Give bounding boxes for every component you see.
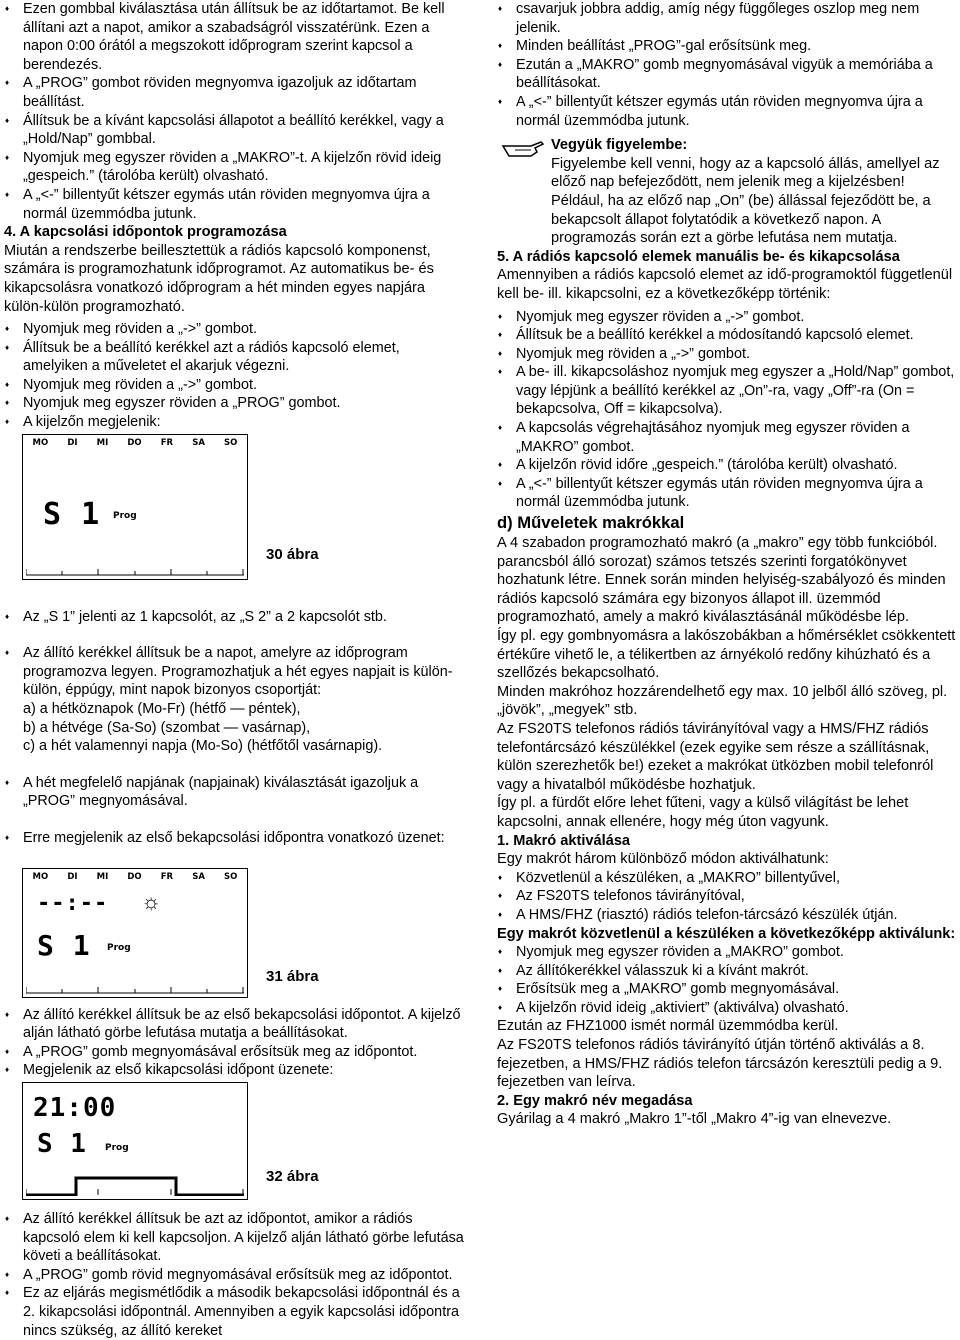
- intro-bullet-list: [4, 0, 466, 223]
- list-item: ♦ A „<-” billentyűt kétszer egymás után röviden megnyomva újra a normál üzemmódba jutunk.: [497, 475, 960, 512]
- list-item: ♦ Az állító kerékkel állítsuk be azt az időpontot, amikor a rádiós kapcsoló elem ki kell kapcsoljon. A kijelző alján látható görbe lefutása követi a beállításokat.: [4, 1210, 466, 1266]
- lcd-switch-readout: S 1: [43, 496, 101, 532]
- list-item: ♦ Állítsuk be a beállító kerékkel a módosítandó kapcsoló elemet.: [497, 326, 960, 345]
- bullet-list-c: [4, 1006, 466, 1080]
- lcd-time-readout: 21:00: [33, 1092, 117, 1123]
- list-item: ♦ Megjelenik az első kikapcsolási időpont üzenete:: [4, 1061, 466, 1080]
- list-item: ♦ Erre megjelenik az első bekapcsolási időpontra vonatkozó üzenet:: [4, 829, 466, 848]
- weekday-label: MO: [32, 437, 49, 448]
- note-title: Vegyük figyelembe:: [551, 137, 688, 154]
- list-item: ♦ Nyomjuk meg egyszer röviden a „->” gombot.: [497, 308, 960, 327]
- lcd-prog-label: Prog: [113, 510, 137, 521]
- list-item: ♦ Ezen gombbal kiválasztása után állítsuk be az időtartamot. Be kell állítani azt a napot, amikor a szabadságról visszatérünk. Ezen a napon 0:00 órától a megszokott időprogram szerint kapcsol a berendezés.: [4, 0, 466, 74]
- section-d-title: d) Műveletek makrókkal: [497, 513, 685, 533]
- figure-caption: 30 ábra: [266, 545, 319, 563]
- list-item: ♦ Ezután a „MAKRO” gomb megnyomásával vigyük a memóriába a beállításokat.: [497, 56, 960, 93]
- list-item: ♦ Nyomjuk meg egyszer röviden a „MAKRO”-t. A kijelzőn rövid ideig „gespeich.” (tárolóba került) olvasható.: [4, 149, 466, 186]
- paragraph: Így pl. a fürdőt előre lehet fűteni, vagy a külső világítást be lehet kapcsolni, annak ellenére, hogy még úton vagyunk.: [497, 795, 909, 830]
- list-item: ♦ Állítsuk be a beállító kerékkel azt a rádiós kapcsoló elemet, amelyiken a műveletet el akarjuk végezni.: [4, 339, 466, 376]
- list-item: ♦ A „PROG” gombot röviden megnyomva igazoljuk az időtartam beállítást.: [4, 74, 466, 111]
- bullet-list-b: [4, 590, 466, 866]
- list-item: ♦ A „<-” billentyűt kétszer egymás után röviden megnyomva újra a normál üzemmódba jutunk.: [4, 186, 466, 223]
- list-item: ♦ A „PROG” gomb rövid megnyomásával erősítsük meg az időpontot.: [4, 1266, 466, 1285]
- weekday-label: SO: [224, 871, 238, 882]
- weekday-label: DO: [127, 871, 142, 882]
- paragraph: Ezután az FHZ1000 ismét normál üzemmódba kerül.: [497, 1018, 839, 1035]
- section-5-title: 5. A rádiós kapcsoló elemek manuális be- és kikapcsolása: [497, 248, 900, 265]
- figure-30: [4, 434, 466, 584]
- pointing-hand-icon: [501, 138, 545, 160]
- bullet-list-a: [4, 320, 466, 432]
- paragraph: Egy makrót három különböző módon aktiválhatunk:: [497, 851, 829, 868]
- subsection-1-title: 1. Makró aktiválása: [497, 832, 631, 849]
- lcd-display-image: [22, 868, 248, 998]
- list-item: ♦ Az állító kerékkel állítsuk be az első bekapcsolási időpontot. A kijelző alján látható görbe lefutása mutatja a beállításokat.: [4, 1006, 466, 1043]
- list-item: ♦ Az állítókerékkel válasszuk ki a kívánt makrót.: [497, 962, 960, 981]
- lcd-switch-readout: S 1: [37, 928, 91, 962]
- lcd-switch-readout: S 1: [37, 1128, 87, 1159]
- list-item: ♦ Minden beállítást „PROG”-gal erősítsünk meg.: [497, 37, 960, 56]
- lcd-time-bar: [26, 554, 244, 576]
- figure-caption: 32 ábra: [266, 1167, 319, 1185]
- weekday-row: [23, 872, 247, 882]
- weekday-label: SO: [224, 437, 238, 448]
- sun-icon: ☼: [141, 888, 162, 914]
- weekday-label: FR: [160, 437, 174, 448]
- weekday-label: SA: [192, 437, 205, 448]
- paragraph: Gyárilag a 4 makró „Makro 1”-től „Makro 4”-ig van elnevezve.: [497, 1111, 892, 1128]
- weekday-label: DO: [127, 437, 142, 448]
- weekday-label: MI: [96, 437, 109, 448]
- bullet-list-sub1b: [497, 943, 960, 1017]
- lcd-time-bar: [26, 1174, 244, 1196]
- paragraph: Az FS20TS telefonos rádiós távirányítóval vagy a HMS/FHZ rádiós telefontárcsázó készülékkel (ezek egyike sem része a szállításnak, külön szerezhetők be!) ezeket a makrókat ütközben mobil telefonról vagy a hivatalból működésbe hozhatjuk.: [497, 720, 934, 793]
- list-item: ♦ Nyomjuk meg egyszer röviden a „PROG” gombot.: [4, 394, 466, 413]
- weekday-label: MI: [96, 871, 109, 882]
- list-item: ♦ A HMS/FHZ (riasztó) rádiós telefon-tárcsázó készülék útján.: [497, 906, 960, 925]
- lcd-display-image: [22, 434, 248, 580]
- lcd-time-readout: --:--: [37, 890, 109, 916]
- list-item: ♦ Közvetlenül a készüléken, a „MAKRO” billentyűvel,: [497, 869, 960, 888]
- list-item: ♦ A „PROG” gomb megnyomásával erősítsük meg az időpontot.: [4, 1043, 466, 1062]
- list-item: ♦ Nyomjuk meg röviden a „->” gombot.: [4, 376, 466, 395]
- list-item: ♦ Az állító kerékkel állítsuk be a napot, amelyre az időprogram programozva legyen. Programozhatjuk a hét egyes napjait is külön-külön, éppúgy, mint napok bizonyos csoportját: a) a hétköznapok (Mo-Fr) (hétfő — péntek), b) a hétvége (Sa-So) (szombat — vasárnap), c) a hét valamennyi napja (Mo-So) (hétfőtől vasárnapig).: [4, 644, 466, 756]
- list-item: ♦ A kijelzőn megjelenik:: [4, 413, 466, 432]
- lcd-prog-label: Prog: [105, 1142, 129, 1153]
- figure-caption: 31 ábra: [266, 967, 319, 985]
- note-paragraph: Például, ha az előző nap „On” (be) állással fejeződött be, a bekapcsolt állapot folytatódik a következő napon. A programozás során ezt a görbe lefutása nem mutatja.: [551, 192, 931, 247]
- list-item: ♦ A be- ill. kikapcsoláshoz nyomjuk meg egyszer a „Hold/Nap” gombot, vagy lépjünk a beállító kerékkel az „On”-ra, vagy „Off”-ra (On = bekapcsolva, Off = kikapcsolva).: [497, 363, 960, 419]
- list-item: ♦ A hét megfelelő napjának (napjainak) kiválasztását igazoljuk a „PROG” megnyomásával.: [4, 774, 466, 811]
- paragraph: Az FS20TS telefonos rádiós távirányító útján történő aktiválás a 8. fejezetben, a HMS/FHZ rádiós telefon tárcsázón keresztüli pedig a 9. fejezetben van leírva.: [497, 1037, 943, 1091]
- list-item: ♦ Nyomjuk meg röviden a „->” gombot.: [497, 345, 960, 364]
- subsection-1b-title: Egy makrót közvetlenül a készüléken a következőképp aktiválunk:: [497, 925, 956, 942]
- list-item: ♦ Állítsuk be a kívánt kapcsolási állapotot a beállító kerékkel, vagy a „Hold/Nap” gombbal.: [4, 112, 466, 149]
- bullet-list-top: [497, 0, 960, 130]
- paragraph: Így pl. egy gombnyomásra a lakószobákban a hőmérséklet csökkentett értékűre vihető le, a télikertben az árnyékoló redőny kihúzható és a szellőzés bekapcsolható.: [497, 628, 956, 682]
- list-item: ♦ Ez az eljárás megismétlődik a második bekapcsolási időpontnál és a 2. kikapcsolási időpontnál. Amennyiben a egyik kapcsolási időpontra nincs szükség, az állító kereket: [4, 1284, 466, 1340]
- section-4-paragraph: Miután a rendszerbe beillesztettük a rádiós kapcsoló komponenst, számára is programozhatunk időprogramot. Az automatikus be- és kikapcsolásra vonatkozó időprogram a hét minden egyes napjára külön-külön programozható.: [4, 242, 434, 315]
- weekday-label: FR: [160, 871, 174, 882]
- bullet-list-5: [497, 308, 960, 513]
- bullet-list-sub1: [497, 869, 960, 925]
- paragraph: A 4 szabadon programozható makró (a „makro” egy több funkcióból. parancsból álló sorozat) számos tetszés szerinti forgatókönyvet hozhatunk létre. Ennek során minden helyiség-szabályozó és minden rádiós kapcsoló számára egy bizonyos állapot ill. üzemmód programozható, amely a makró kiválasztásánál működésbe lép.: [497, 535, 946, 626]
- section-5-paragraph: Amennyiben a rádiós kapcsoló elemet az idő-programoktól függetlenül kell be- ill. kikapcsolni, ez a következőképp történik:: [497, 267, 953, 302]
- note-box: [497, 136, 960, 248]
- section-4-title: 4. A kapcsolási időpontok programozása: [4, 224, 287, 241]
- weekday-row: [23, 438, 247, 448]
- list-item: ♦ A kijelzőn rövid ideig „aktiviert” (aktiválva) olvasható.: [497, 999, 960, 1018]
- list-item: ♦ A kijelzőn rövid időre „gespeich.” (tárolóba került) olvasható.: [497, 456, 960, 475]
- weekday-label: DI: [67, 871, 78, 882]
- lcd-display-image: [22, 1082, 248, 1200]
- list-item: ♦ A kapcsolás végrehajtásához nyomjuk meg egyszer röviden a „MAKRO” gombot.: [497, 419, 960, 456]
- note-paragraph: Figyelembe kell venni, hogy az a kapcsoló állás, amellyel az előző nap befejeződött, nem jelenik meg a kijelzésben!: [551, 155, 940, 191]
- list-item: ♦ Az „S 1” jelenti az 1 kapcsolót, az „S 2” a 2 kapcsolót stb.: [4, 608, 466, 627]
- weekday-label: SA: [192, 871, 205, 882]
- list-item: ♦ Az FS20TS telefonos távirányítóval,: [497, 887, 960, 906]
- list-item: ♦ Erősítsük meg a „MAKRO” gomb megnyomásával.: [497, 980, 960, 999]
- list-item: ♦ csavarjuk jobbra addig, amíg négy függőleges oszlop meg nem jelenik.: [497, 0, 960, 37]
- lcd-prog-label: Prog: [107, 942, 131, 953]
- list-item: ♦ Nyomjuk meg egyszer röviden a „MAKRO” gombot.: [497, 943, 960, 962]
- paragraph: Minden makróhoz hozzárendelhető egy max. 10 jelből álló szöveg, pl. „jövök”, „megyek” stb.: [497, 683, 948, 719]
- left-column: [4, 0, 466, 1340]
- weekday-label: MO: [32, 871, 49, 882]
- lcd-time-bar: [26, 972, 244, 994]
- right-column: [497, 0, 960, 1129]
- list-item: ♦ A „<-” billentyűt kétszer egymás után röviden megnyomva újra a normál üzemmódba jutunk.: [497, 93, 960, 130]
- figure-32: [4, 1082, 466, 1204]
- list-item: ♦ Nyomjuk meg röviden a „->” gombot.: [4, 320, 466, 339]
- bullet-list-d: [4, 1210, 466, 1340]
- weekday-label: DI: [67, 437, 78, 448]
- subsection-2-title: 2. Egy makró név megadása: [497, 1092, 693, 1109]
- figure-31: [4, 868, 466, 1000]
